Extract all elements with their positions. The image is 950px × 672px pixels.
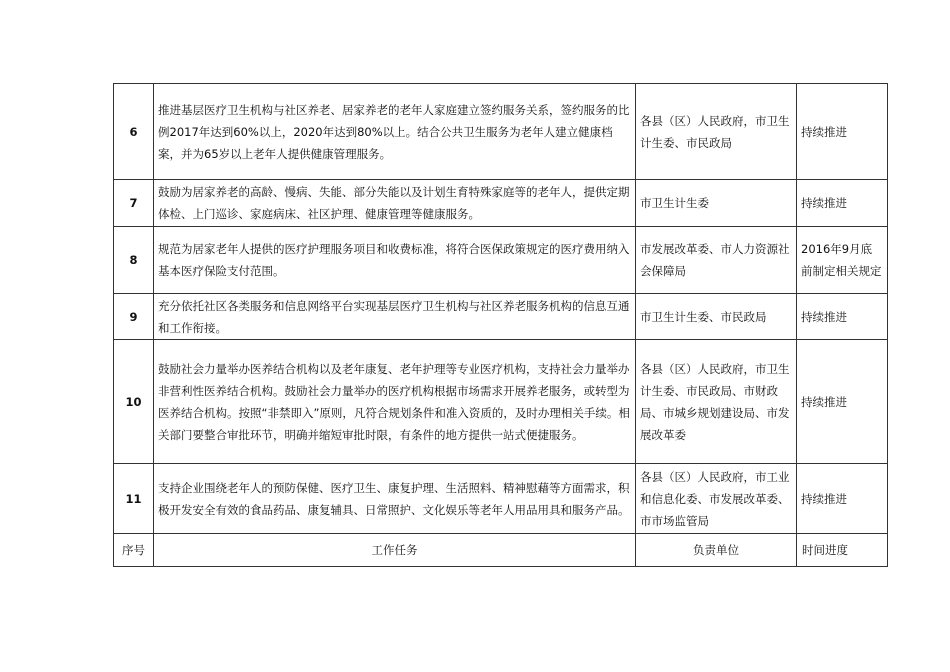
- table-row: [114, 294, 888, 340]
- responsible-unit: 市卫生计生委: [636, 180, 797, 227]
- responsible-unit: 市卫生计生委、市民政局: [636, 294, 797, 340]
- row-number: 8: [114, 227, 154, 294]
- row-number: 9: [114, 294, 154, 340]
- task-text: 鼓励社会力量举办医养结合机构以及老年康复、老年护理等专业医疗机构，支持社会力量举办非营利性医养结合机构。鼓励社会力量举办的医疗机构根据市场需求开展养老服务，或转型为医养结合机构。按照“非禁即入”原则，凡符合规划条件和准入资质的，及时办理相关手续。相关部门要整合审批环节，明确并缩短审批时限，有条件的地方提供一站式便捷服务。: [154, 340, 636, 464]
- task-text: 充分依托社区各类服务和信息网络平台实现基层医疗卫生机构与社区养老服务机构的信息互通和工作衔接。: [154, 294, 636, 340]
- header-number: 序号: [114, 534, 154, 567]
- task-text: 规范为居家老年人提供的医疗护理服务项目和收费标准，将符合医保政策规定的医疗费用纳入基本医疗保险支付范围。: [154, 227, 636, 294]
- row-number: 6: [114, 84, 154, 180]
- task-table: [113, 83, 888, 567]
- schedule-text: 持续推进: [797, 84, 888, 180]
- responsible-unit: 各县（区）人民政府，市卫生计生委、市民政局: [636, 84, 797, 180]
- task-text: 推进基层医疗卫生机构与社区养老、居家养老的老年人家庭建立签约服务关系，签约服务的比例2017年达到60%以上，2020年达到80%以上。结合公共卫生服务为老年人建立健康档案，并为65岁以上老年人提供健康管理服务。: [154, 84, 636, 180]
- schedule-text: 持续推进: [797, 464, 888, 534]
- task-text: 支持企业围绕老年人的预防保健、医疗卫生、康复护理、生活照料、精神慰藉等方面需求，积极开发安全有效的食品药品、康复辅具、日常照护、文化娱乐等老年人用品用具和服务产品。: [154, 464, 636, 534]
- header-unit: 负责单位: [636, 534, 797, 567]
- responsible-unit: 各县（区）人民政府，市工业和信息化委、市发展改革委、市市场监管局: [636, 464, 797, 534]
- header-row: [114, 534, 888, 567]
- header-time: 时间进度: [797, 534, 888, 567]
- table-row: [114, 340, 888, 464]
- task-text: 鼓励为居家养老的高龄、慢病、失能、部分失能以及计划生育特殊家庭等的老年人，提供定期体检、上门巡诊、家庭病床、社区护理、健康管理等健康服务。: [154, 180, 636, 227]
- schedule-text: 持续推进: [797, 294, 888, 340]
- schedule-text: 2016年9月底前制定相关规定: [797, 227, 888, 294]
- table-row: [114, 464, 888, 534]
- row-number: 11: [114, 464, 154, 534]
- row-number: 10: [114, 340, 154, 464]
- table-row: [114, 84, 888, 180]
- schedule-text: 持续推进: [797, 340, 888, 464]
- schedule-text: 持续推进: [797, 180, 888, 227]
- responsible-unit: 各县（区）人民政府，市卫生计生委、市民政局、市财政局、市城乡规划建设局、市发展改革委: [636, 340, 797, 464]
- responsible-unit: 市发展改革委、市人力资源社会保障局: [636, 227, 797, 294]
- row-number: 7: [114, 180, 154, 227]
- table-row: [114, 180, 888, 227]
- table-row: [114, 227, 888, 294]
- header-task: 工作任务: [154, 534, 636, 567]
